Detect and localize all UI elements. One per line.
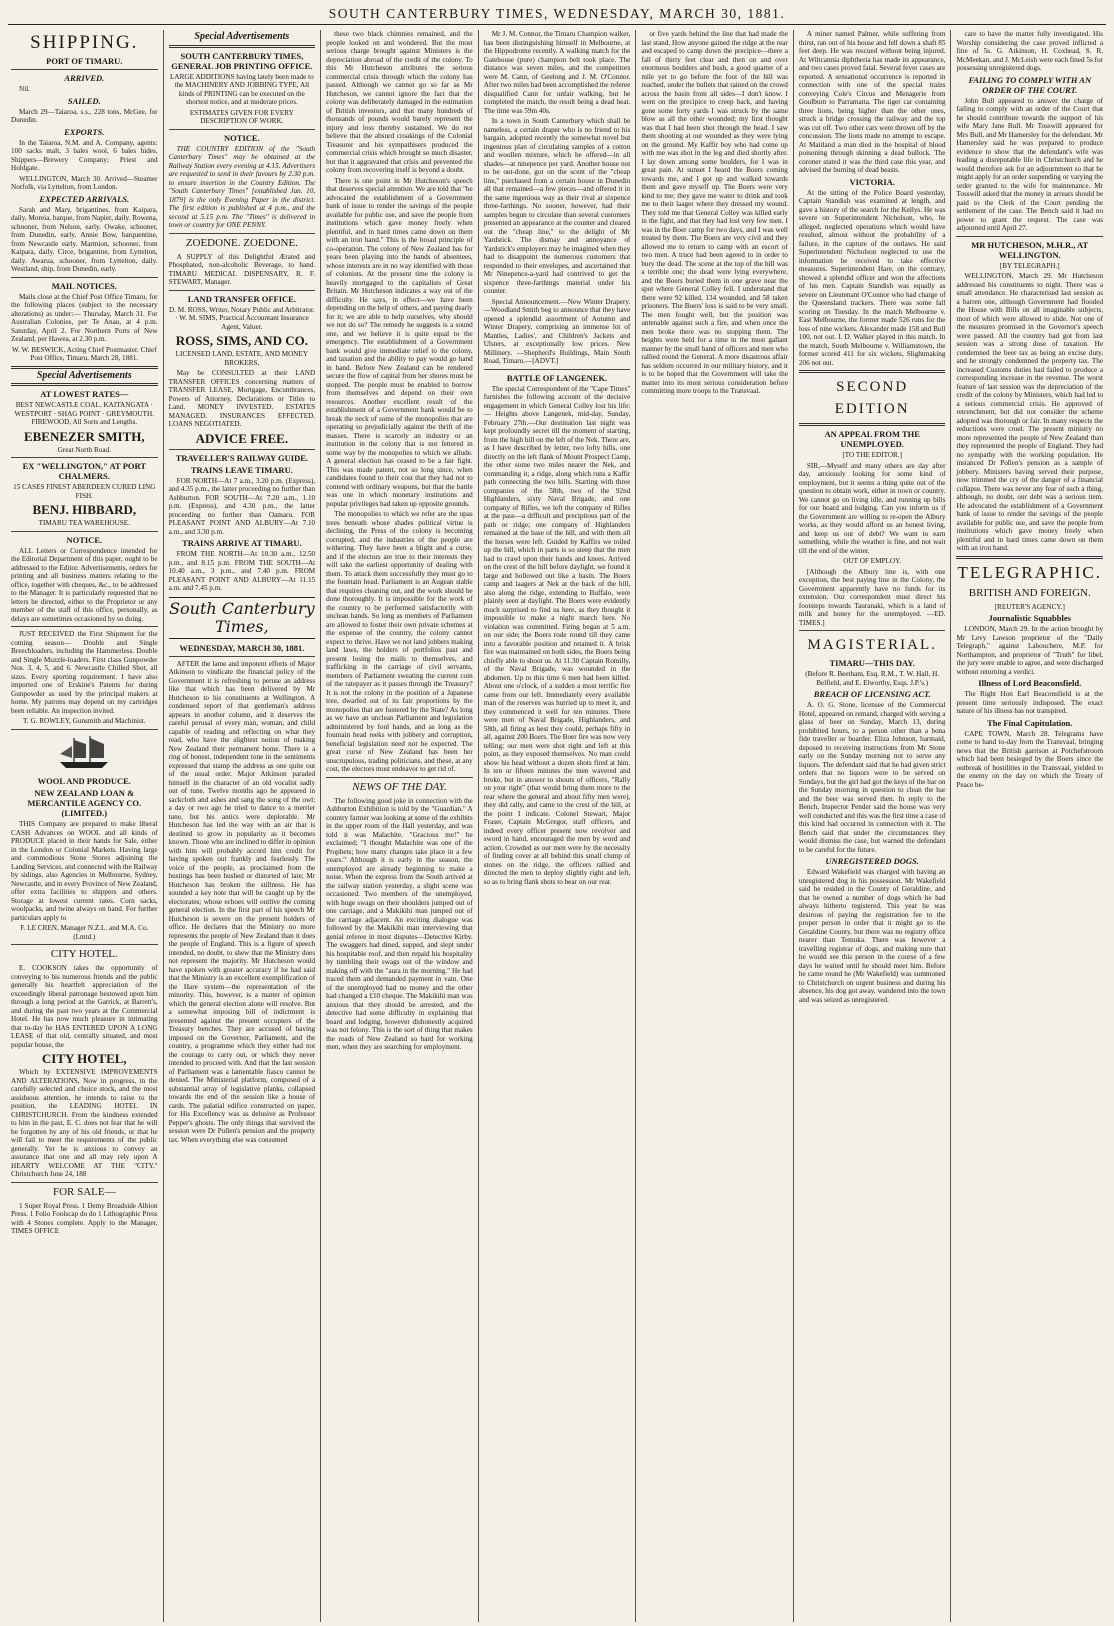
trains-arrive-heading: TRAINS ARRIVE AT TIMARU. bbox=[182, 538, 302, 548]
divider bbox=[169, 656, 316, 657]
divider bbox=[11, 729, 158, 730]
dogs-continued: care to have the matter fully investigated. His Worship considering the case proved inflicted a fine of 5s. G. Atkinson, H. Coxhead, S. R. McMeekan, and J. McLeish were each fined 5s for possessing unregistered dogs. bbox=[956, 30, 1104, 72]
ship-icon bbox=[54, 734, 114, 770]
leader-continued-3: The monopolies to which we refer are the upas trees beneath whose shades political virtue is declining, the Press of the colony is becoming corrupted, and the industries of the people are withering. They have been a blight and a curse, and if the electors are true to their interests they will take the earliest opportunity of dealing with them. To attack them successfully they must go to the fountain head. Parliament is an Augean stable that requires cleaning out, and the work should be done thoroughly. It is impossible for the work of the country to be performed satisfactorily with unclean hands. So long as members of Parliament are allowed to foster their own private schemes at the expense of the country, the colony cannot expect to thrive. Have we not land jobbers making land laws, the holders of portfolios past and present losing the mails to themselves, and trafficking in the carriage of civil servants, members of Parliament sweating the current coin of the ratepayer as it passes through the Treasury? It is not the colony in the position of a Japanese tree, dwarfed out of its fair proportions by the monopolies that are fostered by the State? As long as we have an unclean Parliament and legislation administered by foul hands, and as long as the fountain head reeks with jobbery and corruption, beneficial legislation need not be expected. The great curse of New Zealand has been her unscrupulous, trading politicians, and these, at any cost, the electors must endeavor to get rid of. bbox=[326, 510, 473, 773]
battle-continued: or five yards behind the line that had made the last stand. How anyone gained the ridge at the rear and escaped to camp down the precipice—there a fall of thirty feet clear and then on and over enormous boulders and bush, a good quarter of a mile yet to go before the foot of the hill was reached, under the bullets that rained on the crowd across the basin from all sides—I don't know. I went on the precipice to creep back, and having gone some forty yards I was struck by the same blow as all the other wounded; my first thought was that I had been shot through the head. I saw them shooting at our wounded as they were lying on the ground. My Kaffir boy who had come up with me was shot in the leg and died shortly after. I lay down among some boulders, for I was in great pain. At sunset I heard the Boers coming towards me, and I got up and walked towards them and gave myself up. The Boers were very kind to me; they gave me water to drink and took me to their laager where they dressed my wound. They told me that General Colley was killed early in the fight, and that they had lost very few men. I was in the Boer camp for two days, and I was well treated by them. The Boers are very civil and they allowed me to return to camp with an escort of two men. A truce had been agreed to in order to bury the dead. The scene at the top of the hill was a terrible one; the dead were lying everywhere, and the Boers buried them in one grave near the spot where General Colley fell. I understand that there were 92 killed, 134 wounded, and 58 taken prisoners. The Boers' loss is said to be very small. The men fought well, but the position was untenable against such a fire, and when once the men broke there was no stopping them. The heights were held for a time in the most gallant manner by the small band of officers and men who rallied round the General. A more disastrous affair has seldom occurred in our military history, and it is to be hoped that the Government will take the matter into its most serious consideration before committing more troops to the Transvaal. bbox=[641, 30, 788, 395]
divider bbox=[169, 45, 316, 48]
expected-text: Sarah and Mary, brigantines, from Kaipara, daily. Moreia, barque, from Napier, daily. Rowena, schooner, from Nelson, early. Owake, schooner, from Dunedin, early. Annie Bow, barquentine, from Newcastle early. Marmion, schooner, from Kaipara, daily. Circe, brigantine, from Lyttelton, daily. Awarua, schooner, from Lyttelton, daily. Westland, ship, from Dunedin, early. bbox=[11, 205, 158, 273]
ling-merchant: BENJ. HIBBARD, bbox=[32, 502, 137, 517]
ling-address: TIMARU TEA WAREHOUSE. bbox=[38, 519, 130, 527]
country-edition-notice: THE COUNTRY EDITION of the "South Canterbury Times" may be obtained at the Railway Station every evening at 4.15. Advertisers are requested to send in their favours by 2.30 p.m. to ensure insertion in the Country Edition. The "South Canterbury Times" [established Jan. 10, 1879] is the only Evening Paper in the district. The first edition is published at 4 p.m., and the second at 5.15 p.m. The "Times" is delivered in town or country for ONE PENNY. bbox=[168, 144, 316, 229]
notice-text: ALL Letters or Correspondence intended for the Editorial Department of this paper, ought to be addressed to the Editor. Advertisements, orders for printing and all business matters relating to the office, together with cheques, &c., to be addressed to the Manager. It is particularly requested that no letters be directed, either to the Proprietor or any member of the staff of this office, personally, as delays are sometimes occasioned by so doing. bbox=[11, 546, 158, 623]
news-of-the-day-text: The following good joke in connection with the Ashburton Exhibition is told by the "Guardian." A country farmer was looking at some of the exhibits in the upper room of the Hall yesterday, and was told it was Malachite. "Gracious me!" he exclaimed; "I thought Malachite was one of the Prophets; how many changes take place in a few years." Although it is early in the season, the unemployed are already beginning to make a noise. When the express from the South arrived at the railway station yesterday, a slight scene was occasioned. Two members of the unemployed, with huge swags on their shoulders jumped out of one carriage, and a Makikihi man jumped out of the carriage adjacent. An exciting dialogue was followed by the Makikihi man interviewing that genial referee in most disputes—Detective Kirby. The swaggers had dined, supped, and slept under his hospitable roof, and then repaid his hospitality by tumbling their swags out of the window and making off with the "aura in the morning." He had traced them and demanded payment in vain. One of the unemployed had no money and the other had changed a £10 cheque. The Makikihi man was anxious that they should be arrested, and the detective had some difficulty in explaining that board and lodging, however dishonestly acquired was not felony. This is the sort of thing that makes the roads of New Zealand so hard for working men, when they are searching for employment. bbox=[326, 796, 473, 1051]
ling-text: 15 CASES FINEST ABERDEEN CURED LING FISH. bbox=[13, 483, 156, 500]
land-transfer-heading: LAND TRANSFER OFFICE. bbox=[187, 293, 296, 304]
beaconsfield-heading: Illness of Lord Beaconsfield. bbox=[978, 678, 1082, 688]
divider bbox=[11, 1182, 158, 1183]
dogs-text: Edward Wakefield was charged with having an unregistered dog in his possession. Mr Wakefield said he resided in the County of Geraldine, and that he owned a number of dogs which he had always hitherto registered. This year he was desirous of paying the registration fee to the proper person in order that it might go to the Geraldine County, but there was no registry office nearer than Temuka. There was however a travelling registrar of dogs, and making sure that he would see this person in the course of a few days he waited until he should meet him. Before he came round he (Mr Wakefield) was summoned to Christchurch on urgent business and during his absence, his dog got away, wandered into the town and was seized as unregistered. bbox=[798, 868, 946, 1004]
coal-address: Great North Road. bbox=[57, 445, 111, 454]
masthead-rule bbox=[8, 24, 1106, 25]
for-sale-text: 1 Super Royal Press. 1 Demy Broadside Albion Press. 1 Folio Foolscap do do 1 Lithographic Press with 4 Stones complete. Apply to the Manager, TIMES OFFICE bbox=[11, 1201, 158, 1235]
special-ads-heading: Special Advertisements bbox=[36, 369, 132, 381]
land-transfer-firm: ROSS, SIMS, AND CO. bbox=[175, 333, 308, 348]
squabbles-heading: Journalistic Squabbles bbox=[988, 613, 1071, 623]
notice-heading: NOTICE. bbox=[66, 534, 103, 545]
to-the-editor: [TO THE EDITOR.] bbox=[842, 451, 903, 459]
divider bbox=[169, 290, 316, 291]
mail-heading: MAIL NOTICES. bbox=[51, 280, 117, 291]
divider bbox=[11, 277, 158, 278]
wool-signature: F. LE CREN, Manager N.Z.L. and M.A. Co. (Lmtd.) bbox=[20, 924, 149, 941]
city-hotel-text: E. COOKSON takes the opportunity of conveying to his numerous friends and the public generally his heartfelt appreciation of the exceedingly liberal patronage bestowed upon him through a long period at the Garrick, at Barrett's, and during the past two years at the Commercial Hotel. He has now much pleasure in intimating that to-day he HAS ENTERED UPON A LONG LEASE of that old, centrally situated, and most popular house, the bbox=[11, 964, 158, 1049]
divider bbox=[484, 369, 631, 370]
coal-merchant: EBENEZER SMITH, bbox=[23, 428, 145, 444]
arrived-text: Nil. bbox=[19, 85, 30, 93]
job-printing-heading: SOUTH CANTERBURY TIMES, GENERAL JOB PRINTING OFFICE. bbox=[171, 50, 313, 71]
divider bbox=[11, 531, 158, 532]
wellington-text: WELLINGTON, March 30. Arrived—Steamer Norfolk, via Lyttelton, from London. bbox=[11, 174, 158, 191]
appeal-heading: AN APPEAL FROM THE UNEMPLOYED. bbox=[824, 429, 920, 449]
wool-text: THIS Company are prepared to make liberal CASH Advances on WOOL and all kinds of PRODUCE placed in their hands for Sale, either in the London or Colonial Markets. Having large and commodious Stone Stores adjoining the Landing Services, and connected with the Railway by sidings, also Agencies in Melbourne, Sydney, Newcastle, and in every Province of New Zealand, offer extra facilities to shippers and others. Storage at lowest current rates. Corn sacks, woolpacks, and twine always on hand. For further particulars apply to bbox=[11, 820, 158, 922]
divider bbox=[169, 233, 316, 234]
divider bbox=[326, 777, 473, 778]
battle-heading: BATTLE OF LANGENEK. bbox=[506, 372, 608, 383]
victoria-heading: VICTORIA. bbox=[849, 176, 895, 187]
news-item-advt: Special Announcement.—New Winter Drapery.—Woodland Smith beg to announce that they have opened a splendid assortment of Autumn and Winter Drapery, comprising an immense lot of Mantles, Ladies', and Children's Jackets and Ulsters, at exceptionally low prices. New Millinery. —Shepherd's Buildings, Main South Road, Timaru.—[ADVT.] bbox=[483, 297, 631, 365]
divider bbox=[11, 626, 158, 627]
exports-text: In the Taiaroa, N.M. and A. Company, agents: 100 sacks malt, 3 bales wool, 6 bales hides. Shippers—Brewery Company; Priest and Holdgate. bbox=[11, 138, 158, 172]
magisterial-heading: MAGISTERIAL. bbox=[807, 637, 937, 653]
divider bbox=[799, 423, 946, 426]
mail-text: Mails close at the Chief Post Office Timaru, for the following places (subject to the necessary alterations) as under:— Thursday, March 31. For Australian Colonies, per Te Anau, at 4 p.m. Saturday, April 2. For Northern Ports of New Zealand, per Hawea, at 2.30 p.m. bbox=[11, 292, 158, 343]
second-edition-heading: SECOND EDITION bbox=[834, 379, 910, 417]
leader-article: AFTER the lame and impotent efforts of Major Atkinson to vindicate the financial policy of the Government it is refreshing to peruse an address like that which has been delivered by Mr Hutcheson to his constituents at Wellington. A condensed report of that gentleman's address appears in another column, and it deserves the careful perusal of every man, woman, and child capable of reading and reflecting on what they read, who have the slightest notion of making New Zealand their permanent home. There is a ring of honest, independent tone in the sentiments expressed that stamp the address as one quite out of the usual order. Major Atkinson paraded himself in the character of an old vocalist sadly out of tune. Twelve months ago he appeared in sackcloth and ashes and sang the song of the owl; a day or two ago he tried to dance to a merrier tune, but his antics were deplorable. Mr Hutcheson has led the way with an air that is destined to grow in popularity as it becomes known. Those who are inclined to differ in opinion with him will probably accord him credit for having spoken out frankly and fearlessly. The voice of the people, as proclaimed from the hustings has been hushed or distorted of late; Mr Hutcheson has broken the stillness. He has sounded a key note that will be caught up by the electorates; whose echoes will outlive the coming general election. In the first part of his speech Mr Hutcheson is severe on the present holders of office. He declares that the Ministry no more represents the people of New Zealand than it does the people of England. This is a figure of speech intended, no doubt, to shew that the Ministry does not represent the majority. Mr Hutcheson would have spoken with greater accuracy if he had said that the Ministry is an excellent exemplification of the Hare system—the representation of the minority. This, however, is a matter of opinion which the general election alone will resolve. But a somewhat imposing bill of indictment is presented against the present occupiers of the Treasury benches. They are accused of having imposed on the Governor, Parliament, and the country, a programme which they either had not the courage to carry out, or which they never intended to proceed with. And that the last session of Parliament was a lamentable fiasco cannot be denied. The Ministerial platform, composed of a substantial array of legislative planks, collapsed towards the end of the session like a house of cards. The palatial edifice constructed on paper, for His Excellency was as delusive as Professor Pepper's ghosts. The only things that survived the session were Dr Pollen's pension and the property tax. When everything else was consumed bbox=[168, 659, 316, 1144]
ling-heading: EX "WELLINGTON," AT PORT CHALMERS. bbox=[22, 461, 147, 481]
battle-text: The special Correspondent of the "Cape Times" furnishes the following account of the decisive engagement in which General Colley lost his life:— Heights above Langenek, mid-day, Sunday, February 27th.—Our destination last night was kept profoundly secret till the moment of starting, from the high hill on the left of the Nek. There are, as I have described by letter, two lofty hills, one directly on the left flank of Mount Prospect Camp, the other some two miles nearer the Nek, and commanding it; a ridge, along which runs a Kaffir path connecting the two hills. Starting with three companies of the 58th, two of the 92nd Highlanders, sixty Naval Brigade, and one company of Rifles, we left the company of Rifles at the pass—a difficult and precipitous part of the path or ridge; one company of Highlanders remained at the base of the hill, and with them all the horses were left. Guided by Kaffirs we toiled up the hill, which in parts is so steep that the men had to crawl upon their hands and knees. Arrived on the crest of the hill before daylight, we found it large and hollowed out like a basin. The Boers camp and laagers at Nek at the back of the hill, also along the ridge, extending to Buffalo, were plainly seen at daylight. The Boers were evidently much surprised to find us here, as they thought it impossible to make a night march here. No violation was committed. Firing began at 5 a.m. on our side; the Boers rode round till they came into a favorable position and retained it. A brisk fire was maintained on both sides, the Boers being chiefly able to shoot us. At 11.30 Captain Romilly, of the Naval Brigade, was wounded in the abdomen. Up to this time 6 men had been killed. About one o'clock, of a sudden a most terrific fire came from our left. Immediately every available man of the reserves was hurried up to meet it, and they commenced it well for ten minutes. There were men of Naval Brigade, Highlanders, and 58th, all firing as best they could, perhaps fifty in all, against 200 Boers. The Boer fire was now very telling; our men were shot right and left at this point, as they exposed themselves. No man could show his head without a dozen shots fired at him. In ten or fifteen minutes the men wavered and broke, but in answer to shouts of officers, "Rally on your right" (that would bring them more to the rear where the general and about fifty men were), they did rally, and came to the crest of the hill, at the point I indicate. Colonel Stewart, Major Fraser, Captain McGregor, staff officers, and indeed every officer present now revolver and sword in hand, encouraged the men by word and action. Crowded as our men were by the necessity of finding cover at all behind this small clump of stones on the ridge, the officers rallied and directed the men to deploy slightly right and left, so as to bring flank shots to bear on our rear. bbox=[483, 384, 631, 886]
zoedone-heading: ZOEDONE. ZOEDONE. bbox=[185, 236, 298, 249]
leader-continued: these two black chimnies remained, and the people looked on and wondered. But the most serious charge brought against Ministers is the depreciation abroad of the credit of the colony. To this Mr Hutcheson attributes the serious commercial crisis through which the colony has passed. Although we cannot go so far as Mr Hutcheson, we cannot ignore the fact that the colony was deliberately damaged in the estimation of British investors, and that many hundreds of thousands of pounds would barely represent the injury and loss thereby sustained. We do not believe that the absurd croakings of the Colonial Treasurer and his sympathisers produced the commercial crisis which brought so much disaster, but that it aggravated that crisis and prevented the colony from recovering itself is beyond a doubt. bbox=[326, 30, 473, 174]
by-telegraph: [BY TELEGRAPH.] bbox=[999, 261, 1060, 270]
column-7 bbox=[951, 30, 1108, 1622]
magisterial-sub: TIMARU—THIS DAY. bbox=[829, 658, 915, 668]
job-printing-text: LARGE ADDITIONS having lately been made to the MACHINERY AND JOBBING TYPE, All kinds of PRINTING can be executed on the shortest notice, and at moderate prices. bbox=[170, 72, 314, 106]
shipping-heading: SHIPPING. bbox=[30, 32, 139, 53]
licensing-heading: BREACH OF LICENSING ACT. bbox=[813, 689, 931, 699]
column-3 bbox=[321, 30, 479, 1622]
appeal-text: SIR,—Myself and many others are day after day, anxiously looking for some kind of employment, but it seems a thing quite out of the question to obtain work, either in town or country. We cannot go on living idle, and running up bills for our board and lodging. Can you inform us if the Government are willing to re-open the Albury works, as they would afford us an honest living, and keep us out of debt? We want to earn something, while the weather is fine, and not wait till the end of the winter. bbox=[798, 461, 946, 555]
divider bbox=[11, 383, 158, 386]
court-order-heading: FAILING TO COMPLY WITH AN ORDER OF THE COURT. bbox=[968, 74, 1092, 95]
nsw-news: A miner named Palmer, while suffering from thirst, ran out of his house and fell down a shaft 85 feet deep. He was rescued without being injured. At Wiltcannia diphtheria has made its appearance, and two cases proved fatal. Several fever cases are reported. A sensational occurrence is reported in connection with one of the special trains conveying Cole's Circus and Menagerie from Goulburn to Parramatta. The tiger car containing three lions, being higher than the other ones, struck a bridge crossing the railway and the top was cut off. Two other cars were thrown off by the concussion. The lions made no attempt to escape. At Maitland a man died in the hospital of blood poisoning through skinning a dead bullock. The coroner stated it was the third case this year, and advised the burning of dead beasts. bbox=[798, 30, 946, 174]
divider bbox=[956, 556, 1103, 559]
hutcheson-text: WELLINGTON, March 29. Mr Hutcheson addressed his constituents to night. There was a small attendance. He characterised last session as a barren one, although Government had flooded the House with Bills on all imaginable subjects, most of which were allowed to slide. Not one of the measures promised in the Governor's speech were passed. All the country had got from last session was a strong dose of taxation. He condemned the beer tax as being an excise duty, and he strongly condemned the property tax. The increased Customs duties had failed to produce a corresponding increase in the revenue. The worst feature of last session was the depreciation of the credit of the colony by Ministers, which had led to a serious commercial crisis. He approved of retrenchment, but did not consider the scheme adopted was thorough or fair. In many respects the reductions were cruel. The present ministry no more represented the people of New Zealand than they represented the people of England. They had no sympathy with the working population. He instanced Dr Pollen's pension as a sample of jobbery. Ministers having served their purpose, now trimmed the cry of the danger of a financial collapse. There was never any fear of such a thing, although, no doubt, our debt was a serious item. He advocated the establishment of a Government bank of issue to render the savings of the people available for public use, and save the people from institutions which gave money freely when plentiful and in hard times came down on them with an iron hand. bbox=[956, 272, 1104, 552]
masthead: SOUTH CANTERBURY TIMES, WEDNESDAY, MARCH 30, 1881. bbox=[328, 6, 786, 21]
telegraphic-heading: TELEGRAPHIC. bbox=[957, 562, 1102, 582]
wool-company: NEW ZEALAND LOAN & MERCANTILE AGENCY CO. (LIMITED.) bbox=[27, 788, 142, 818]
advice-free: ADVICE FREE. bbox=[195, 430, 289, 446]
divider bbox=[956, 236, 1103, 237]
news-of-the-day-heading: NEWS OF THE DAY. bbox=[352, 780, 447, 793]
beaconsfield-text: The Right Hon Earl Beaconsfield is at the present time seriously indisposed. The exact nature of his illness has not transpired. bbox=[956, 690, 1104, 715]
city-hotel-name: CITY HOTEL, bbox=[41, 1051, 127, 1066]
court-order-text: John Bull appeared to answer the charge of failing to comply with an order of the Court that he should contribute towards the support of his wife Mary Jane Bull. Mr Tosswill appeared for Mrs Bull, and Mr Hamersley for the defendant. Mr Hamersley said he was prepared to produce evidence to show that the defendant's wife was leading a disreputable life in Christchurch and he would therefore ask for an adjournment so that he might apply for an order suspending or varying the order granted to the wife for maintenance. Mr Tosswill asked that the money in arrears should be paid to the Clerk of the Court pending the settlement of the case. The Bench said it had no power to grant the request. The case was adjourned until April 27. bbox=[956, 96, 1104, 232]
capitulation-heading: The Final Capitulation. bbox=[987, 717, 1073, 728]
victoria-text: At the sitting of the Police Board yesterday, Captain Standish was examined at length, and gave a history of the search for the Kellys. He was severe on Superintendent Nicholson, who, he alleged, neglected operations which would have resulted, almost without the probability of a failure, in the capture of the outlaws. He said Superintendent Nicholson neglected to use the information he received to take effective measures. Superintendent Hare, on the contrary, showed a splendid officer and won the affections of his men. Captain Standish was equally as severe on Lieutenant O'Connor who had charge of the Queensland trackers. There was some fall scoring on Tuesday. In the match Melbourne v. East Melbourne, the former made 526 runs for the loss of nine wickets. Alexander made 158 and Bull 100, not out. I. D. Walker played in this match. In the match, South Melbourne v. Williamstown, the former scored 411 for six wickets, Slightmaking 206 not out. bbox=[798, 188, 946, 367]
column-5 bbox=[636, 30, 794, 1622]
leader-dateline: WEDNESDAY, MARCH 30, 1881. bbox=[179, 642, 305, 653]
zoedone-text: A SUPPLY of this Delightful Ærated and Phosphated, non-alcoholic Beverage, to hand. TIMARU MEDICAL DISPENSARY, R. F. STEWART, Manager. bbox=[168, 252, 316, 286]
exports-heading: EXPORTS. bbox=[64, 126, 105, 137]
land-transfer-sub: LICENSED LAND, ESTATE, AND MONEY BROKERS, bbox=[175, 350, 309, 367]
city-hotel-heading: CITY HOTEL. bbox=[50, 948, 118, 960]
column-6 bbox=[794, 30, 952, 1622]
columns bbox=[6, 30, 1108, 1622]
news-item-draper: In a town in South Canterbury which shall be nameless, a certain draper who is no friend to his bargain, adopted recently the somewhat novel but ingenious plan of circulating samples of a cotton and woollen mixture, which he offered—in all shades—at ninepence per yard. Another house not to be out-done, got on the scent of the "cheap line," purchased from a certain house in Dunedin all that remained—a few pieces—and offered it in the same ingenious way as their rival at sixpence three-farthings. No sooner, however, had their samples begun to circulate than several customers presented an appearance at the counter and cleared out the "cheap line," to the delight of Mr Yardstick. The dismay and annoyance of Yardstick's employers may be imagined when they had to disappoint the numerous customers that responded to their envelopes, and ascertained that Mr Ninepence-a-yard had contrived to get the sixpence three-farthings material under his counter. bbox=[483, 117, 631, 295]
divider bbox=[169, 129, 316, 130]
licensing-text: A. O. G. Stone, licensee of the Commercial Hotel, appeared on remand, charged with serving a glass of beer on Sunday, March 13, during prohibited hours, to a person other than a bona fide traveller or boarder. Eliza Johnson, barmaid, deposed to receiving instructions from Mr Stone early on the Sunday morning not to serve any liquors. The defendant said that he had given strict orders that no liquors were to be served on Sundays, but the girl had got the keys of the bar on the Sunday morning in question to clean the bar and the beer was served then. In reply to the Bench, Inspector Pender said the house was very well conducted and this was the first time a case of this kind had occurred in connection with it. The Bench said that under the circumstances they would dismiss the case, but warned the defendant to be careful for the future. bbox=[798, 701, 946, 854]
coal-text: BEST NEWCASTLE COAL. KAITANGATA · WESTPORT · SHAG POINT · GREYMOUTH. FIREWOOD, All Sorts and Lengths. bbox=[14, 401, 155, 426]
newspaper-nameplate: South Canterbury Times, bbox=[169, 597, 316, 639]
wool-heading: WOOL AND PRODUCE. bbox=[37, 776, 131, 786]
sailed-text: March 29—Taiaroa, s.s., 228 tons, McGee, for Dunedin. bbox=[11, 107, 158, 124]
land-transfer-text: May be CONSULTED at their LAND TRANSFER OFFICES concerning matters of TRANSFER LEASE, Mortgage, Encumbrances, Powers of Attorney, Declarations or Titles to Land. MONEY INVESTED. ESTATES MANAGED. INSURANCES EFFECTED. LOANS NEGOTIATED. bbox=[168, 369, 316, 428]
gunpowder-ad: JUST RECEIVED the First Shipment for the coming season— Double and Single Breechloaders, including the Hammerless. Double and Single Muzzle-loaders. First class Gunpowder Nos. 3, 4, 5, and 6. Newcastle Chilled Shot, all sizes. Every sporting requirement. I have also imported one of Erskine's Patents for during Gunpowder as used by the principal makers at home. My patrons may depend on my cartridges been reliable. An inspection invited. bbox=[11, 630, 158, 715]
divider bbox=[11, 944, 158, 945]
divider bbox=[799, 630, 946, 631]
ship-engraving bbox=[11, 734, 158, 773]
appeal-signature: OUT OF EMPLOY. bbox=[843, 557, 902, 565]
divider bbox=[799, 370, 946, 373]
city-hotel-text-2: Which by EXTENSIVE IMPROVEMENTS AND ALTERATIONS, Now in progress, in the carefully selected and choice stock, and the most assiduous attention, he intends to raise to the position, the LEADING HOTEL IN CHRISTCHURCH. From the kindness extended to him in the past, E. C. does not fear that he will be forgotten by any of his old friends, or that he will fail to meet the requirements of the public generally. Yet he is anxious to convey an assurance that one and all may rely upon A HEARTY WELCOME AT THE "CITY." Christchurch June 24, 188 bbox=[11, 1068, 158, 1178]
land-transfer-names: D. M. ROSS, Writer, Notary Public and Arbitrator. · W. M. SIMS, Practical Accountant Insurance Agent, Valuer. bbox=[168, 305, 315, 331]
mail-signature: W. W. BESWICK, Acting Chief Postmaster. Chief Post Office, Timaru, March 28, 1881. bbox=[11, 345, 157, 362]
job-printing-estimates: ESTIMATES GIVEN FOR EVERY DESCRIPTION OF WORK. bbox=[189, 108, 294, 125]
column-1 bbox=[6, 30, 164, 1622]
trains-arrive-text: FROM THE NORTH—At 10.30 a.m., 12.50 p.m., and 8.15 p.m. FROM THE SOUTH—At 10.40 a.m., 3 p.m., and 7.40 p.m. FROM PLEASANT POINT AND ALBURY—At 11.15 a.m. and 7.45 p.m. bbox=[168, 550, 316, 592]
for-sale-heading: FOR SALE— bbox=[52, 1185, 116, 1198]
magisterial-bench: (Before R. Beetham, Esq. R.M., T. W. Hall, H. Belfield, and E. Elworthy, Esqs. J.P.'s.) bbox=[805, 670, 940, 687]
trains-leave-heading: TRAINS LEAVE TIMARU. bbox=[190, 464, 293, 475]
divider bbox=[11, 457, 158, 458]
gunsmith-signature: T. G. ROWLEY, Gunsmith and Machinist. bbox=[23, 717, 146, 725]
column-2 bbox=[164, 30, 322, 1622]
hutcheson-heading: MR HUTCHESON, M.H.R., AT WELLINGTON. bbox=[971, 239, 1089, 260]
divider bbox=[169, 449, 316, 450]
divider bbox=[11, 366, 158, 369]
railway-guide-heading: TRAVELLER'S RAILWAY GUIDE. bbox=[175, 452, 309, 463]
port-heading: PORT OF TIMARU. bbox=[46, 56, 123, 66]
sailed-heading: SAILED. bbox=[67, 95, 101, 106]
squabbles-text: LONDON, March 29. In the action brought by Mr Levy Lawson proprietor of the "Daily Telegraph," against Labouchere, M.P. for Northampton, and proprietor of "Truth" for libel, the jury were unable to agree, and were discharged without returning a verdict. bbox=[956, 625, 1104, 676]
british-foreign-heading: BRITISH AND FOREIGN. bbox=[968, 586, 1091, 599]
news-item-walker: Mr J. M. Connor, the Timaru Champion walker, has been distinguishing himself in Melbourne, at the Hippodrome recently. A walking match for the Gatehouse (pure) champion belt took place. The distance was seven miles, and the competitors were M. Cann, of Geelong and J. M. O'Connor. After two miles had been accomplished the referee disqualified Cann for unfair walking, but he completed the match, the result being a dead heat. The time was 59m 40s. bbox=[483, 30, 631, 115]
column-4 bbox=[479, 30, 637, 1622]
reuters-agency: [REUTER'S AGENCY.] bbox=[994, 602, 1065, 611]
arrived-heading: ARRIVED. bbox=[64, 73, 105, 83]
special-ads-heading: Special Advertisements bbox=[194, 31, 290, 42]
coal-heading: AT LOWEST RATES— bbox=[40, 389, 129, 399]
dogs-heading: UNREGISTERED DOGS. bbox=[825, 856, 919, 866]
notice-heading: NOTICE. bbox=[224, 132, 260, 143]
divider bbox=[11, 69, 158, 70]
capitulation-text: CAPE TOWN, March 28. Telegrams have come to hand to-day from the Transvaal, bringing news that the British garrison at Potchefstroom which had been besieged by the Boers since the outbreak of hostilities in the Transvaal, yielded to the enemy on the day on which the Treaty of Peace be- bbox=[956, 729, 1104, 789]
expected-heading: EXPECTED ARRIVALS. bbox=[39, 193, 130, 204]
leader-continued-2: There is one point in Mr Hutcheson's speech that deserves special attention. We are told that "he advocated the establishment of a Government bank of issue to render the savings of the people available for public use, and save the people from institutions which gave money freely when plentiful, and in hard times came down on them with an iron hand." This is the broad principle of co-operation. The colony of New Zealand has for years been playing into the hands of absentees, whose interests are in no way identified with those of colonists. At the present time the colony is heavily mortgaged to the capitalists of Great Britain. Mr Hutcheson indicates a way out of the difficulty. He says, in effect—we have been depending on the help of others, and paying dearly for it; we are able to help ourselves, why should we not do so? The remedy he suggests is a sound one, and we believe it is quite equal to the emergency. The establishment of a Government bank would give immediate relief to the colony, and taxation and the ability to pay would go hand in hand. Before New Zealand can be rendered secure the flow of capital from her shores must be stopped. The people must be enabled to borrow from themselves and depend on their own resources. Another excellent result of the establishment of a Government bank would be to break the neck of some of the monopolies that are operating so prejudicially against the thrift of the masses. There is scarcely an industry or an institution in the colony that is not fettered in some way by the monopolies to which we allude. A general election has ceased to be a fair fight. This was made patent, not so long since, when candidates found to their cost that they had not to contend with ordinary weapons, but that the battle was one in which monetary institutions and popular privileges had taken up opposite grounds. bbox=[326, 176, 473, 508]
appeal-editor-note: [Although the Albury line is, with one exception, the best paying line in the Colony, the Government apparently have no funds for its extension. Our correspondent must direct his footsteps towards Tauranaki, which is a land of milk and honey for the unemployed. —ED. TIMES.] bbox=[798, 567, 946, 627]
trains-leave-text: FOR NORTH—At 7 a.m., 3.20 p.m. (Express), and 4.35 p.m., the latter proceeding no further than Ashburton. FOR SOUTH—At 7.20 a.m., 1.10 p.m. (Express), and 4.30 p.m., the latter proceeding no further than Oamaru. FOR PLEASANT POINT AND ALBURY—At 7.10 a.m., and 3.30 p.m. bbox=[168, 476, 316, 536]
